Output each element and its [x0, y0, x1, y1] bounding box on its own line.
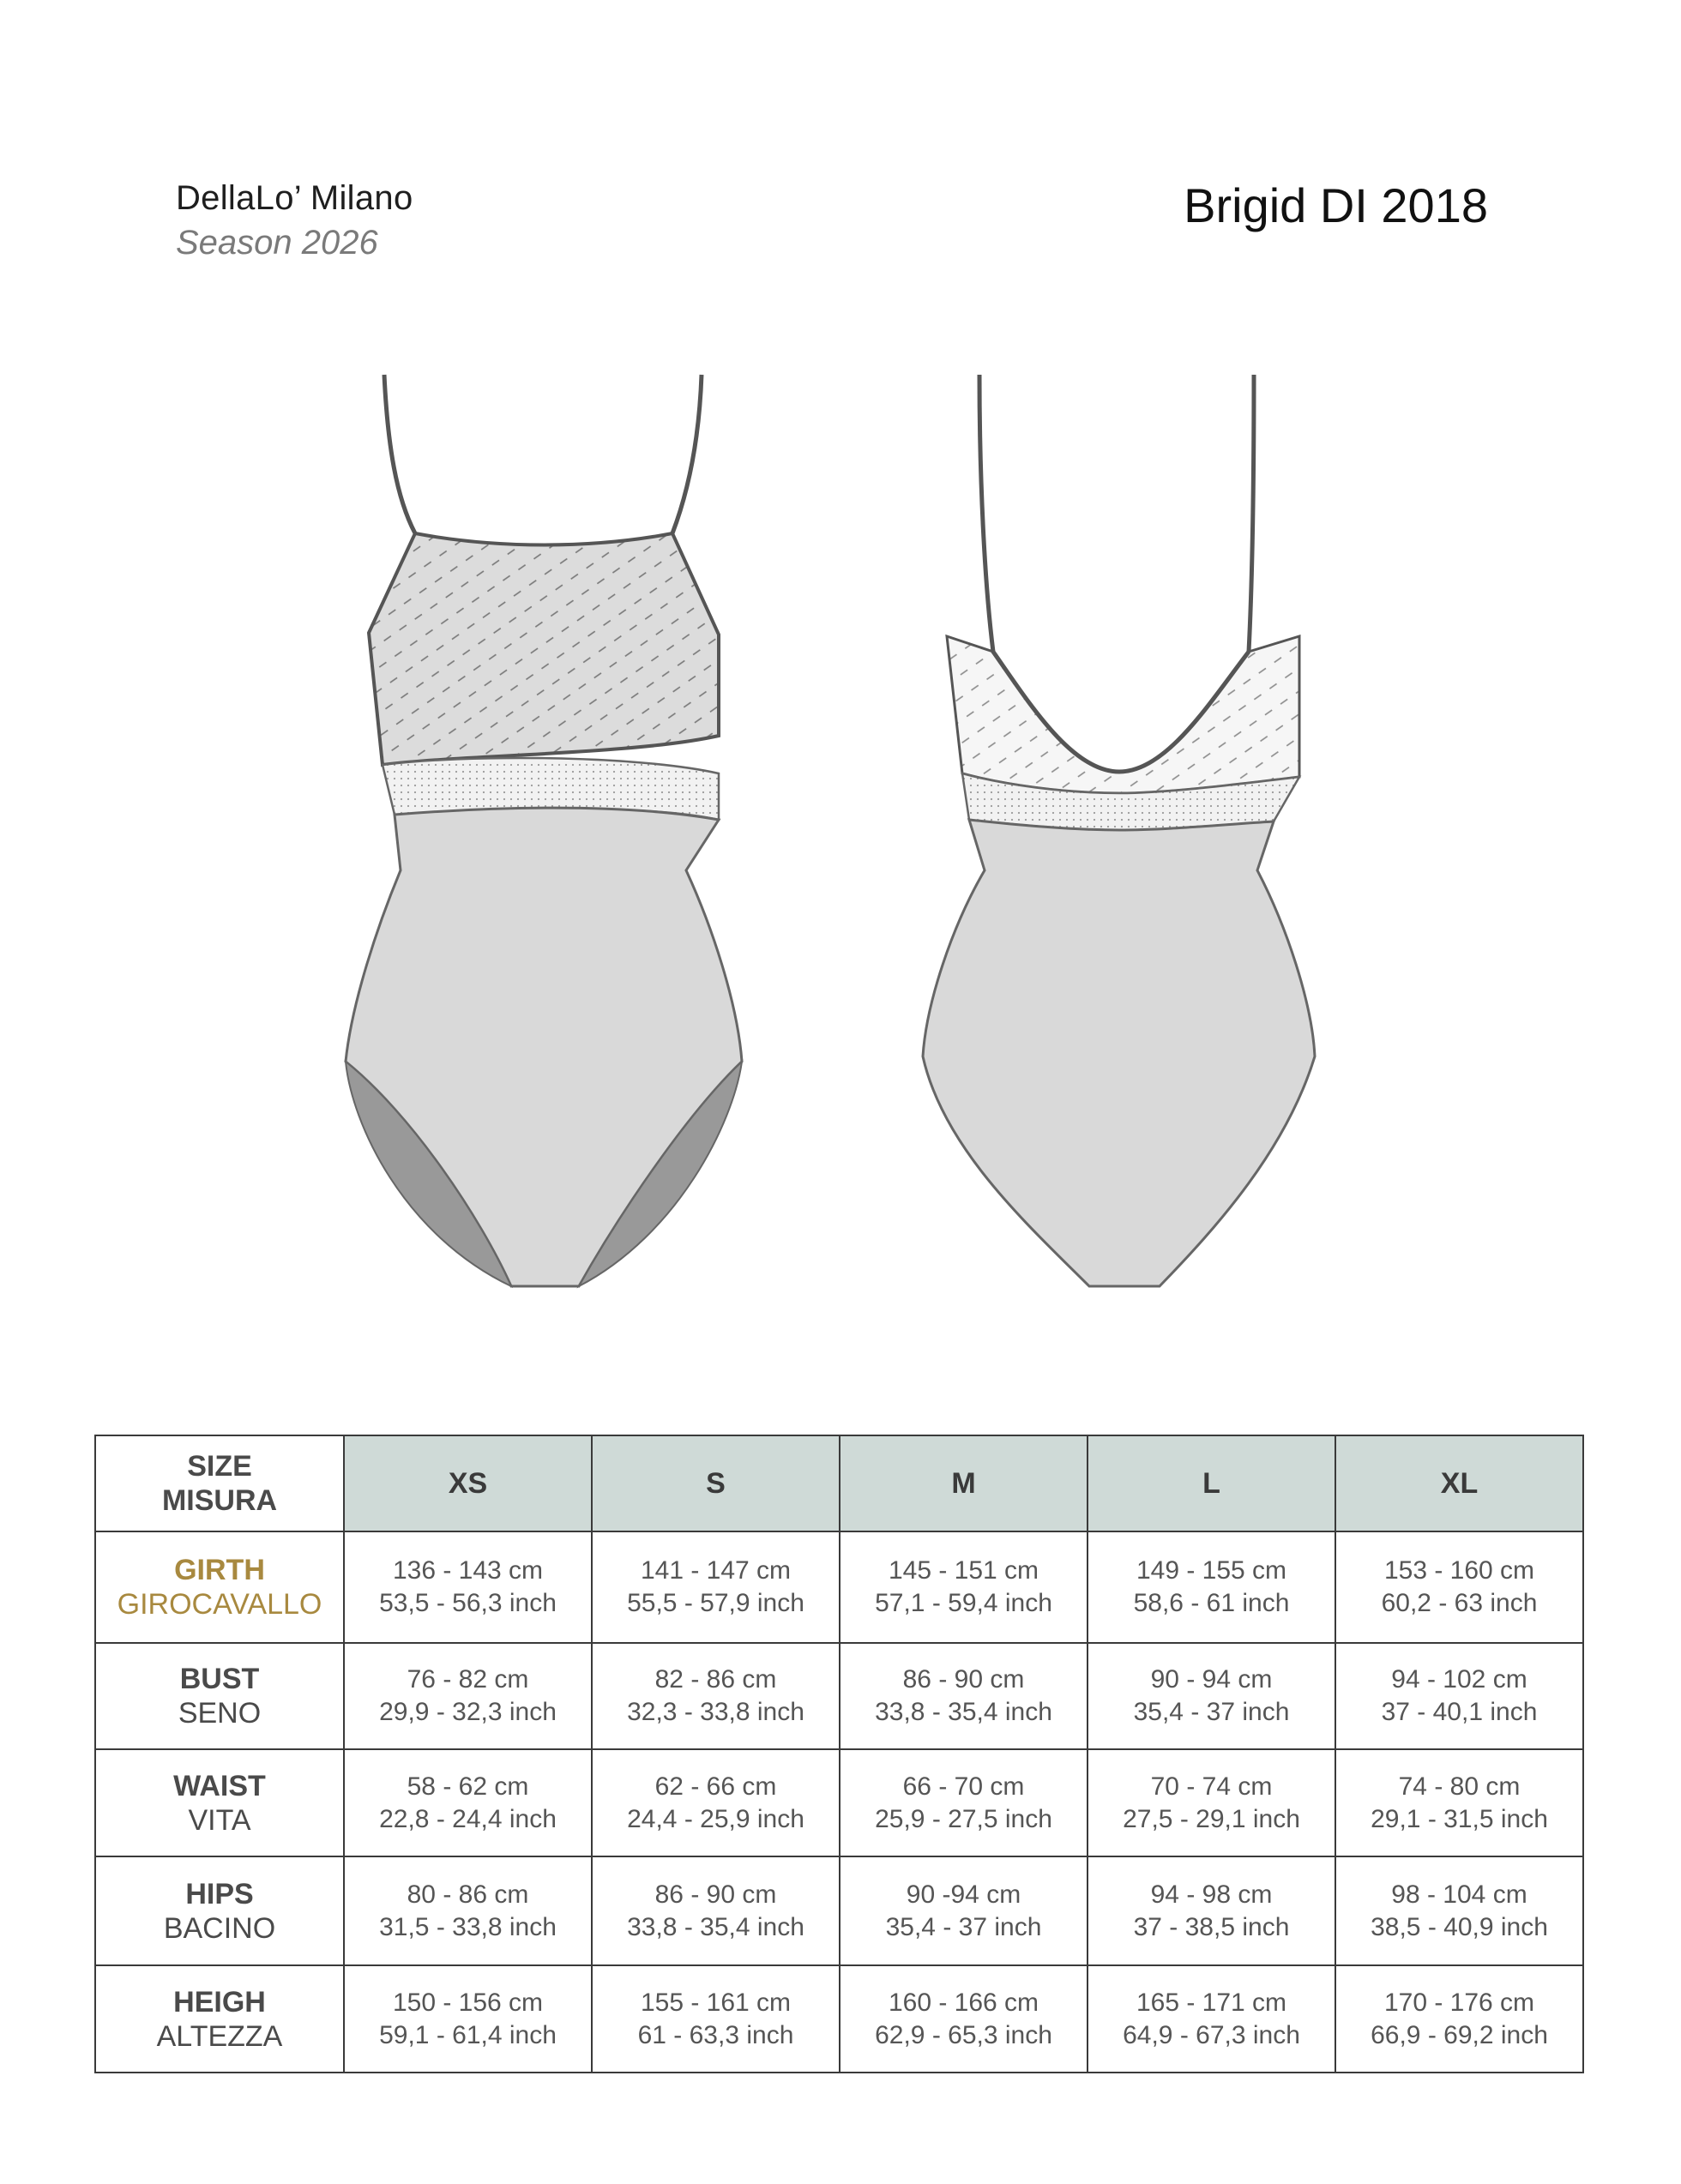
cell-cm: 90 -94 cm — [906, 1880, 1021, 1909]
table-cell — [592, 1965, 840, 2073]
cell-cm: 70 - 74 cm — [1150, 1772, 1273, 1801]
size-label-cell — [95, 1435, 344, 1531]
product-title: Brigid DI 2018 — [1184, 178, 1488, 232]
cell-cm: 86 - 90 cm — [902, 1665, 1025, 1694]
row-label-waist — [95, 1749, 344, 1856]
cell-inch: 29,1 - 31,5 inch — [1371, 1804, 1548, 1833]
cell-cm: 90 - 94 cm — [1150, 1665, 1273, 1694]
cell-cm: 170 - 176 cm — [1383, 1988, 1535, 2017]
table-row — [95, 1856, 1583, 1965]
row-label-en: HIPS — [185, 1877, 254, 1910]
table-cell — [344, 1643, 592, 1749]
cell-inch: 35,4 - 37 inch — [885, 1912, 1042, 1941]
cell-cm: 153 - 160 cm — [1383, 1556, 1535, 1585]
cell-inch: 25,9 - 27,5 inch — [875, 1804, 1052, 1833]
table-cell — [344, 1965, 592, 2073]
table-header-row — [95, 1435, 1583, 1531]
cell-inch: 58,6 - 61 inch — [1133, 1589, 1290, 1617]
row-label-hips — [95, 1856, 344, 1965]
cell-cm: 58 - 62 cm — [407, 1772, 529, 1801]
row-label-en: WAIST — [173, 1769, 266, 1802]
cell-cm: 94 - 98 cm — [1150, 1880, 1273, 1909]
table-row — [95, 1531, 1583, 1643]
cell-cm: 86 - 90 cm — [654, 1880, 777, 1909]
table-cell — [1088, 1749, 1335, 1856]
cell-cm: 82 - 86 cm — [654, 1665, 777, 1694]
cell-cm: 150 - 156 cm — [392, 1988, 544, 2017]
cell-cm: 94 - 102 cm — [1391, 1665, 1527, 1694]
table-cell — [1335, 1856, 1583, 1965]
size-header-l: L — [1088, 1435, 1335, 1531]
front-body — [346, 808, 742, 1286]
front-strap-right — [672, 375, 702, 533]
cell-cm: 76 - 82 cm — [407, 1665, 529, 1694]
cell-inch: 38,5 - 40,9 inch — [1371, 1912, 1548, 1941]
row-label-height — [95, 1965, 344, 2073]
back-view — [923, 375, 1315, 1286]
table-cell — [840, 1749, 1088, 1856]
cell-inch: 33,8 - 35,4 inch — [875, 1698, 1052, 1726]
row-label-it: SENO — [178, 1697, 262, 1730]
row-label-en: HEIGH — [173, 1985, 266, 2019]
cell-inch: 53,5 - 56,3 inch — [379, 1589, 557, 1617]
row-label-en: BUST — [179, 1663, 260, 1695]
table-cell — [1088, 1531, 1335, 1643]
back-strap-left — [979, 375, 993, 652]
table-cell — [1335, 1531, 1583, 1643]
size-header-xs: XS — [344, 1435, 592, 1531]
table-cell — [840, 1643, 1088, 1749]
table-cell — [1335, 1749, 1583, 1856]
table-cell — [344, 1749, 592, 1856]
table-cell — [592, 1643, 840, 1749]
cell-inch: 32,3 - 33,8 inch — [627, 1698, 804, 1726]
table-cell — [592, 1531, 840, 1643]
size-label-it: MISURA — [161, 1484, 278, 1517]
size-header-m: M — [840, 1435, 1088, 1531]
cell-inch: 62,9 - 65,3 inch — [875, 2020, 1052, 2049]
front-bodice — [369, 533, 719, 765]
cell-cm: 98 - 104 cm — [1391, 1880, 1527, 1909]
cell-cm: 80 - 86 cm — [407, 1880, 529, 1909]
row-label-en: GIRTH — [174, 1554, 265, 1586]
row-label-girth — [95, 1531, 344, 1643]
cell-inch: 55,5 - 57,9 inch — [627, 1589, 804, 1617]
back-strap-right — [1249, 375, 1254, 652]
cell-cm: 149 - 155 cm — [1136, 1556, 1287, 1585]
cell-cm: 141 - 147 cm — [640, 1556, 792, 1585]
row-label-it: GIROCAVALLO — [117, 1588, 322, 1621]
size-header-s: S — [592, 1435, 840, 1531]
season-label: Season 2026 — [176, 224, 378, 262]
cell-cm: 62 - 66 cm — [654, 1772, 777, 1801]
table-row — [95, 1643, 1583, 1749]
table-cell — [1335, 1965, 1583, 2073]
size-label-en: SIZE — [187, 1450, 252, 1483]
table-cell — [1335, 1643, 1583, 1749]
cell-inch: 29,9 - 32,3 inch — [379, 1698, 557, 1726]
table-cell — [1088, 1965, 1335, 2073]
size-header-xl: XL — [1335, 1435, 1583, 1531]
brand-name: DellaLo’ Milano — [176, 179, 413, 217]
table-cell — [1088, 1643, 1335, 1749]
table-row — [95, 1749, 1583, 1856]
cell-inch: 24,4 - 25,9 inch — [627, 1804, 804, 1833]
cell-cm: 160 - 166 cm — [888, 1988, 1039, 2017]
back-body — [923, 820, 1315, 1286]
cell-cm: 136 - 143 cm — [392, 1556, 544, 1585]
cell-inch: 60,2 - 63 inch — [1381, 1589, 1538, 1617]
row-label-bust — [95, 1643, 344, 1749]
cell-inch: 35,4 - 37 inch — [1133, 1698, 1290, 1726]
row-label-it: VITA — [188, 1803, 251, 1837]
table-cell — [344, 1531, 592, 1643]
table-cell — [344, 1856, 592, 1965]
cell-inch: 59,1 - 61,4 inch — [379, 2020, 557, 2049]
cell-inch: 37 - 40,1 inch — [1381, 1698, 1538, 1726]
table-cell — [840, 1531, 1088, 1643]
row-label-it: ALTEZZA — [156, 2019, 283, 2053]
cell-cm: 165 - 171 cm — [1136, 1988, 1287, 2017]
cell-cm: 74 - 80 cm — [1398, 1772, 1521, 1801]
cell-cm: 66 - 70 cm — [902, 1772, 1025, 1801]
cell-inch: 64,9 - 67,3 inch — [1123, 2020, 1300, 2049]
cell-inch: 33,8 - 35,4 inch — [627, 1912, 804, 1941]
cell-inch: 27,5 - 29,1 inch — [1123, 1804, 1300, 1833]
table-cell — [592, 1856, 840, 1965]
table-row — [95, 1965, 1583, 2073]
table-cell — [592, 1749, 840, 1856]
size-chart-table — [94, 1435, 1584, 2073]
table-cell — [840, 1965, 1088, 2073]
cell-inch: 22,8 - 24,4 inch — [379, 1804, 557, 1833]
cell-cm: 155 - 161 cm — [640, 1988, 792, 2017]
cell-inch: 61 - 63,3 inch — [637, 2020, 794, 2049]
row-label-it: BACINO — [163, 1911, 276, 1945]
cell-inch: 57,1 - 59,4 inch — [875, 1589, 1052, 1617]
cell-inch: 31,5 - 33,8 inch — [379, 1912, 557, 1941]
cell-cm: 145 - 151 cm — [888, 1556, 1039, 1585]
cell-inch: 66,9 - 69,2 inch — [1371, 2020, 1548, 2049]
table-cell — [840, 1856, 1088, 1965]
table-cell — [1088, 1856, 1335, 1965]
front-view — [346, 375, 742, 1286]
front-strap-left — [384, 375, 415, 533]
cell-inch: 37 - 38,5 inch — [1133, 1912, 1290, 1941]
